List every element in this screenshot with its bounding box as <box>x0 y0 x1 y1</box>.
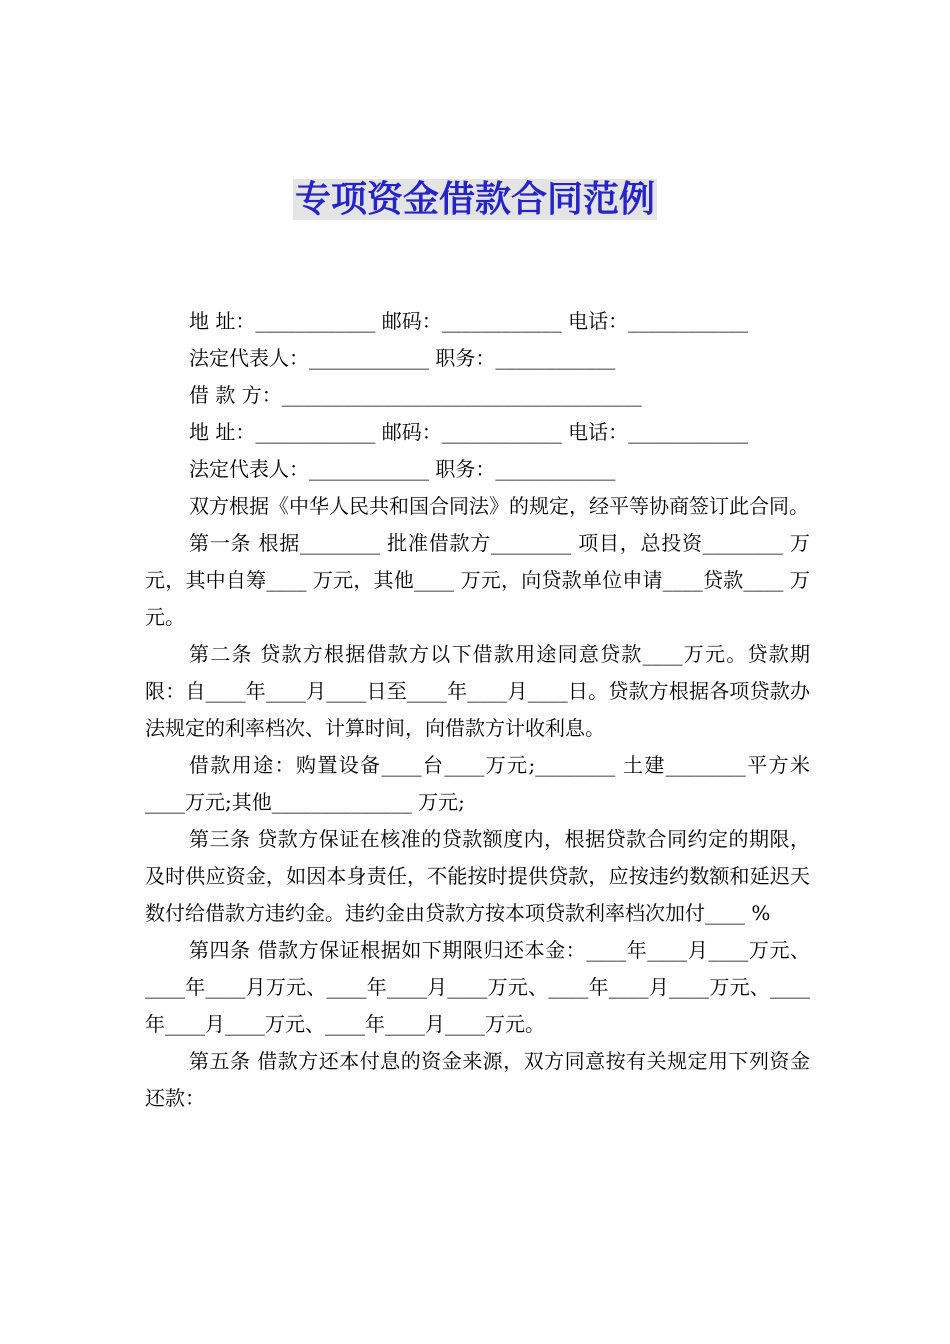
borrower-representative-line: 法定代表人：____________ 职务：____________ <box>189 457 616 481</box>
article-3-paragraph: 第三条 贷款方保证在核准的贷款额度内，根据贷款合同约定的期限，及时供应资金，如因本身责任，不能按时提供贷款，应按违约数额和延迟天数付给借款方违约金。违约金由贷款方按本项贷款利率档次加付____ % <box>145 827 810 925</box>
preamble-paragraph: 双方根据《中华人民共和国合同法》的规定，经平等协商签订此合同。 <box>189 494 809 518</box>
article-1-paragraph: 第一条 根据________ 批准借款方________ 项目，总投资________ 万元，其中自筹____ 万元，其他____ 万元，向贷款单位申请____贷款____ 万元。 <box>145 531 810 629</box>
article-4-paragraph: 第四条 借款方保证根据如下期限归还本金：____年____月____万元、____年____月万元、____年____月____万元、____年____月____万元、____年____月____万元、____年____月____万元。 <box>145 938 810 1036</box>
document-body <box>145 303 810 1117</box>
borrower-line: 借 款 方：____________________________________ <box>189 383 642 407</box>
lender-representative-line: 法定代表人：____________ 职务：____________ <box>189 346 616 370</box>
document-title-text: 专项资金借款合同范例 <box>294 179 655 220</box>
lender-address-line: 地 址：____________ 邮码：____________ 电话：____________ <box>189 309 749 333</box>
borrower-address-line: 地 址：____________ 邮码：____________ 电话：____________ <box>189 420 749 444</box>
article-2-paragraph: 第二条 贷款方根据借款方以下借款用途同意贷款____万元。贷款期限：自____年____月____日至____年____月____日。贷款方根据各项贷款办法规定的利率档次、计算时间，向借款方计收利息。 <box>145 642 810 740</box>
article-5-paragraph: 第五条 借款方还本付息的资金来源，双方同意按有关规定用下列资金还款： <box>145 1049 810 1110</box>
loan-purpose-paragraph: 借款用途：购置设备____台____万元;________ 土建________平方米____万元;其他______________ 万元; <box>145 753 810 814</box>
document-title <box>0 176 950 224</box>
